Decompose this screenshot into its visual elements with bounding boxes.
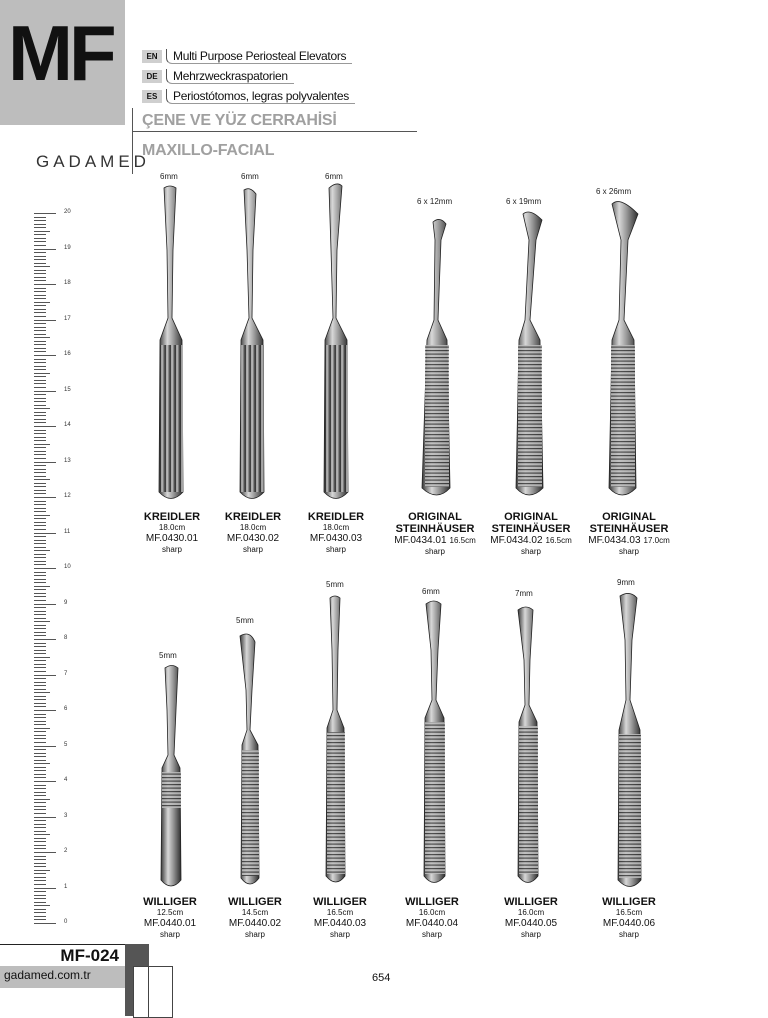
kreidler-instrument-2 xyxy=(240,189,264,499)
product-type: sharp xyxy=(244,930,265,939)
williger-instrument-4 xyxy=(424,601,445,883)
product-length: 18.0cm xyxy=(158,523,186,532)
size-label: 6 x 19mm xyxy=(506,197,542,206)
product-type: sharp xyxy=(242,545,263,554)
ruler-label: 6 xyxy=(64,706,68,712)
product-label-mf-0430-01 xyxy=(136,511,208,555)
product-length: 14.5cm xyxy=(241,908,269,917)
product-name: WILLIGER xyxy=(313,896,367,908)
product-length: 18.0cm xyxy=(322,523,350,532)
ruler-label: 11 xyxy=(64,528,71,535)
product-label-mf-0440-02 xyxy=(219,896,291,940)
product-code: MF.0434.02 xyxy=(490,535,543,546)
product-name: ORIGINAL STEINHÄUSER xyxy=(491,511,571,535)
product-length: 16.5cm xyxy=(545,536,572,545)
ruler-label: 12 xyxy=(64,493,71,499)
product-label-mf-0440-03 xyxy=(304,896,376,940)
product-length: 16.5cm xyxy=(615,908,643,917)
product-name: WILLIGER xyxy=(143,896,197,908)
product-label-mf-0440-04 xyxy=(396,896,468,940)
product-code: MF.0430.01 xyxy=(145,533,199,544)
product-label-mf-0440-05 xyxy=(495,896,567,940)
size-label: 6mm xyxy=(422,587,440,596)
ruler-label: 0 xyxy=(64,919,68,925)
ruler-label: 15 xyxy=(64,386,71,393)
product-type: sharp xyxy=(421,930,442,939)
size-label: 6mm xyxy=(325,172,343,181)
ruler-label: 17 xyxy=(64,315,71,322)
ruler-label: 13 xyxy=(64,457,71,464)
product-type: sharp xyxy=(159,930,180,939)
product-length: 16.0cm xyxy=(418,908,446,917)
product-label-mf-0440-06 xyxy=(593,896,665,940)
page-number: 654 xyxy=(372,972,391,984)
williger-instrument-5 xyxy=(518,607,538,883)
lang-code-de: DE xyxy=(142,70,162,83)
size-label: 9mm xyxy=(617,578,635,587)
page-code-box xyxy=(0,944,125,968)
product-label-mf-0440-01 xyxy=(134,896,206,940)
product-name: ORIGINAL STEINHÄUSER xyxy=(395,511,475,535)
product-type: sharp xyxy=(520,930,541,939)
product-label-mf-0434-01 xyxy=(388,511,482,557)
product-code: MF.0434.03 xyxy=(588,535,641,546)
product-length: 16.5cm xyxy=(449,536,476,545)
category-title-tr: ÇENE VE YÜZ CERRAHİSİ xyxy=(142,112,337,129)
size-label: 5mm xyxy=(159,651,177,660)
category-title-en: MAXILLO-FACIAL xyxy=(142,142,275,159)
product-type: sharp xyxy=(424,547,445,556)
footer-decor-box-divider xyxy=(148,966,173,1018)
series-code: MF xyxy=(8,9,113,97)
ruler-label: 20 xyxy=(64,209,71,215)
size-label: 5mm xyxy=(326,580,344,589)
kreidler-instrument-1 xyxy=(159,186,183,499)
title-es: Periostótomos, legras polyvalentes xyxy=(166,89,355,104)
product-length: 16.5cm xyxy=(326,908,354,917)
product-type: sharp xyxy=(161,545,182,554)
williger-instrument-1 xyxy=(161,666,181,887)
product-type: sharp xyxy=(618,547,639,556)
size-label: 7mm xyxy=(515,589,533,598)
ruler-label: 3 xyxy=(64,812,68,819)
product-label-mf-0434-03 xyxy=(582,511,676,557)
product-label-mf-0434-02 xyxy=(484,511,578,557)
product-type: sharp xyxy=(618,930,639,939)
williger-instrument-3 xyxy=(326,596,345,882)
product-name: WILLIGER xyxy=(504,896,558,908)
steinhauser-instrument-2 xyxy=(516,212,543,495)
product-label-mf-0430-03 xyxy=(300,511,372,555)
gadamed-logo: GADAMED xyxy=(36,152,150,171)
williger-instrument-6 xyxy=(618,593,641,886)
product-length: 17.0cm xyxy=(643,536,670,545)
product-name: KREIDLER xyxy=(307,511,365,523)
product-label-mf-0430-02 xyxy=(217,511,289,555)
product-code: MF.0434.01 xyxy=(394,535,447,546)
product-code: MF.0440.04 xyxy=(405,918,459,929)
product-name: ORIGINAL STEINHÄUSER xyxy=(589,511,669,535)
ruler-label: 14 xyxy=(64,422,71,428)
ruler-label: 9 xyxy=(64,599,68,606)
size-label: 6 x 26mm xyxy=(596,187,632,196)
product-code: MF.0440.06 xyxy=(602,918,656,929)
ruler-label: 2 xyxy=(64,848,68,854)
product-name: WILLIGER xyxy=(602,896,656,908)
ruler-label: 10 xyxy=(64,564,71,570)
size-label: 6mm xyxy=(241,172,259,181)
product-name: WILLIGER xyxy=(228,896,282,908)
steinhauser-instrument-3 xyxy=(609,202,638,495)
ruler-label: 19 xyxy=(64,244,71,251)
product-name: KREIDLER xyxy=(224,511,282,523)
product-code: MF.0440.01 xyxy=(143,918,197,929)
steinhauser-instrument-1 xyxy=(422,219,450,495)
ruler-label: 5 xyxy=(64,741,68,748)
product-name: KREIDLER xyxy=(143,511,201,523)
ruler-label: 1 xyxy=(64,883,68,890)
website-url: gadamed.com.tr xyxy=(4,968,91,982)
product-type: sharp xyxy=(329,930,350,939)
product-code: MF.0440.02 xyxy=(228,918,282,929)
product-type: sharp xyxy=(325,545,346,554)
williger-instrument-2 xyxy=(240,634,259,884)
size-label: 6 x 12mm xyxy=(417,197,453,206)
product-length: 12.5cm xyxy=(156,908,184,917)
lang-code-en: EN xyxy=(142,50,162,63)
product-code: MF.0440.05 xyxy=(504,918,558,929)
product-code: MF.0430.02 xyxy=(226,533,280,544)
ruler-label: 4 xyxy=(64,777,68,783)
product-length: 16.0cm xyxy=(517,908,545,917)
footer-website-bar xyxy=(0,966,125,988)
size-label: 5mm xyxy=(236,616,254,625)
kreidler-instrument-3 xyxy=(324,184,348,499)
size-label: 6mm xyxy=(160,172,178,181)
product-code: MF.0440.03 xyxy=(313,918,367,929)
title-en: Multi Purpose Periosteal Elevators xyxy=(166,49,352,64)
ruler-label: 16 xyxy=(64,351,71,357)
product-name: WILLIGER xyxy=(405,896,459,908)
ruler-label: 7 xyxy=(64,670,68,677)
ruler-label: 18 xyxy=(64,280,71,286)
product-length: 18.0cm xyxy=(239,523,267,532)
lang-code-es: ES xyxy=(142,90,162,103)
ruler-label: 8 xyxy=(64,635,68,641)
title-de: Mehrzweckraspatorien xyxy=(166,69,294,84)
page-code: MF-024 xyxy=(60,946,119,965)
product-code: MF.0430.03 xyxy=(309,533,363,544)
product-type: sharp xyxy=(520,547,541,556)
